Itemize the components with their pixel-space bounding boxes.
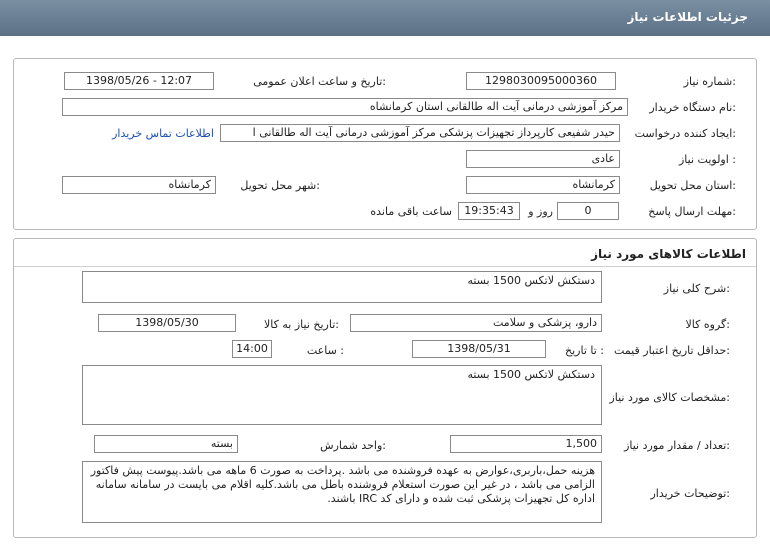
deadline-remaining: ساعت باقی مانده [370, 205, 452, 218]
city-label: شهر محل تحویل: [240, 179, 320, 192]
validity-date-field[interactable]: 1398/05/31 [412, 340, 546, 358]
group-label: گروه کالا: [685, 318, 730, 331]
validity-label: حداقل تاریخ اعتبار قیمت: [614, 344, 730, 357]
unit-field[interactable]: بسته [94, 435, 238, 453]
need-date-label: تاریخ نیاز به کالا: [264, 318, 339, 331]
priority-field[interactable]: عادی [466, 150, 620, 168]
announce-field[interactable]: 1398/05/26 - 12:07 [64, 72, 214, 90]
qty-label: تعداد / مقدار مورد نیاز: [624, 439, 730, 452]
notes-field[interactable]: هزینه حمل،باربری،عوارض به عهده فروشنده می باشد .پرداخت به صورت 6 ماهه می باشد.پیوست پیش فاکتور الزامی می باشد ، در غیر این صورت استعلام فروشنده باطل می باشد.کلیه اقلام می بایست در سامانه سامانه اداره کل تجهیزات پزشکی ثبت شده و دارای کد IRC باشند. [82, 461, 602, 523]
deadline-label: مهلت ارسال پاسخ: [648, 205, 736, 218]
city-field[interactable]: کرمانشاه [62, 176, 216, 194]
window-title: جزئیات اطلاعات نیاز [627, 10, 748, 24]
unit-label: واحد شمارش: [320, 439, 386, 452]
summary-label: شرح کلی نیاز: [663, 282, 730, 295]
need-date-field[interactable]: 1398/05/30 [98, 314, 236, 332]
spec-label: مشخصات کالای مورد نیاز: [609, 391, 730, 404]
province-field[interactable]: کرمانشاه [466, 176, 620, 194]
notes-label: توضیحات خریدار: [650, 487, 730, 500]
announce-label: تاریخ و ساعت اعلان عمومی: [253, 75, 386, 88]
deadline-days-unit: روز و [528, 205, 553, 218]
province-label: استان محل تحویل: [649, 179, 736, 192]
group-field[interactable]: دارو، پزشکی و سلامت [350, 314, 602, 332]
goods-section-title: اطلاعات کالاهای مورد نیاز [591, 247, 746, 261]
buyer-contact-link[interactable]: اطلاعات تماس خریدار [112, 127, 214, 140]
priority-label: اولویت نیاز : [678, 153, 736, 166]
creator-field[interactable]: حیدر شفیعی کارپرداز تجهیزات پزشکی مرکز آموزشی درمانی آیت اله طالقانی ا [220, 124, 620, 142]
need-number-field[interactable]: 1298030095000360 [466, 72, 616, 90]
buyer-field[interactable]: مرکز آموزشی درمانی آیت اله طالقانی استان کرمانشاه [62, 98, 628, 116]
buyer-label: نام دستگاه خریدار: [649, 101, 736, 114]
creator-label: ایجاد کننده درخواست: [634, 127, 736, 140]
summary-field[interactable]: دستکش لاتکس 1500 بسته [82, 271, 602, 303]
need-number-label: شماره نیاز: [683, 75, 736, 88]
qty-field[interactable]: 1,500 [450, 435, 602, 453]
window-titlebar [0, 0, 770, 36]
section-divider [14, 266, 756, 267]
validity-until-label: تا تاریخ : [565, 344, 604, 357]
spec-field[interactable]: دستکش لاتکس 1500 بسته [82, 365, 602, 425]
goods-panel [13, 238, 757, 538]
need-info-panel [13, 58, 757, 230]
validity-time-label: ساعت : [306, 344, 344, 357]
deadline-days-field[interactable]: 0 [557, 202, 619, 220]
validity-time-field[interactable]: 14:00 [232, 340, 272, 358]
deadline-time-field[interactable]: 19:35:43 [458, 202, 520, 220]
